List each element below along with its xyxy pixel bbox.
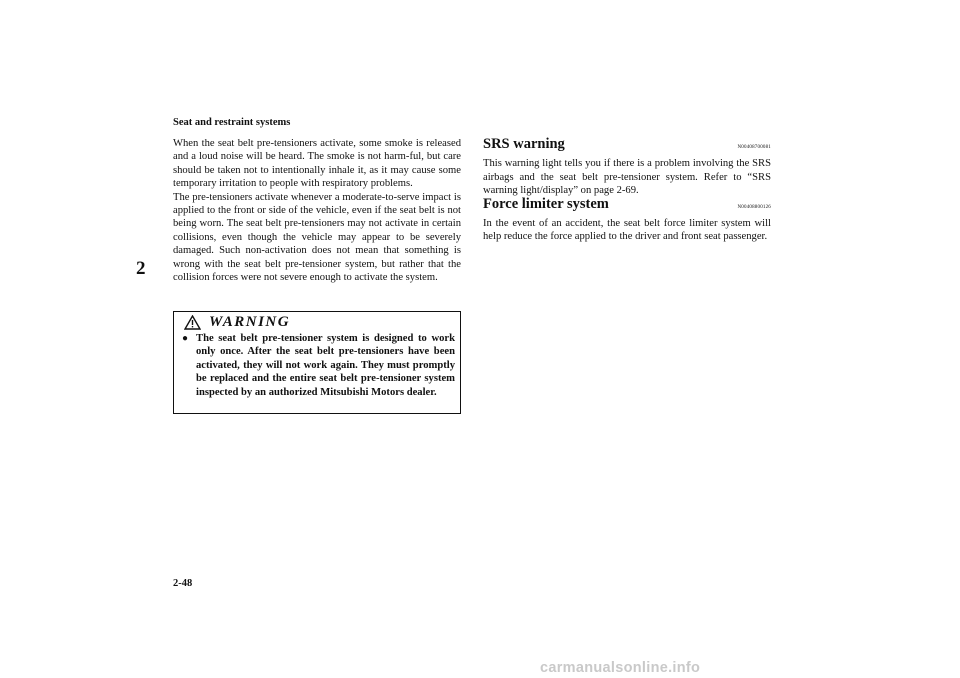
section-body: This warning light tells you if there is a problem involving the SRS airbags and the seat belt pre-tensioner system. Refer to “SRS warning light/display” on page 2-69. [483,158,771,197]
warning-box [173,311,461,414]
section-code: N00408800126 [737,204,771,210]
running-header: Seat and restraint systems [173,117,291,128]
section-heading-force-limiter [483,195,771,214]
section-body: In the event of an accident, the seat belt force limiter system will help reduce the force applied to the driver and front seat passenger. [483,218,771,243]
right-column [483,138,771,244]
warning-title: WARNING [209,313,291,330]
bullet-icon: ● [182,333,189,344]
page-number: 2-48 [173,578,193,589]
warning-item [182,332,455,399]
section-title: Force limiter system [483,195,609,212]
section-code: N00408700081 [737,145,771,150]
warning-header [184,312,334,332]
paragraph-activation: The pre-tensioners activate whenever a moderate-to-serve impact is applied to the front or side of the vehicle, even if the seat belt is not being worn. The seat belt pre-tensioners may not activate in certain collisions, even though the vehicle may appear to be severely damaged. Such non-activation does not mean that something is wrong with the seat belt pre-tensioner system, but rather that the collision forces were not severe enough to activate the system. [173,191,461,284]
section-title: SRS warning [483,136,565,152]
left-column [173,137,461,284]
warning-text: The seat belt pre-tensioner system is designed to work only once. After the seat belt pre-tensioners have been activated, they will not work again. They must promptly be replaced and the entire seat belt pre-tensioner system inspected by an authorized Mitsubishi Motors dealer. [196,333,455,398]
section-heading-srs-warning [483,138,771,154]
chapter-tab: 2 [136,258,146,279]
warning-triangle-icon [184,315,201,330]
paragraph-smoke: When the seat belt pre-tensioners activate, some smoke is released and a loud noise will be heard. The smoke is not harm-ful, but care should be taken not to intentionally inhale it, as it may cause some temporary irritation to people with respiratory problems. [173,138,461,190]
footer-watermark: carmanualsonline.info [540,660,701,676]
